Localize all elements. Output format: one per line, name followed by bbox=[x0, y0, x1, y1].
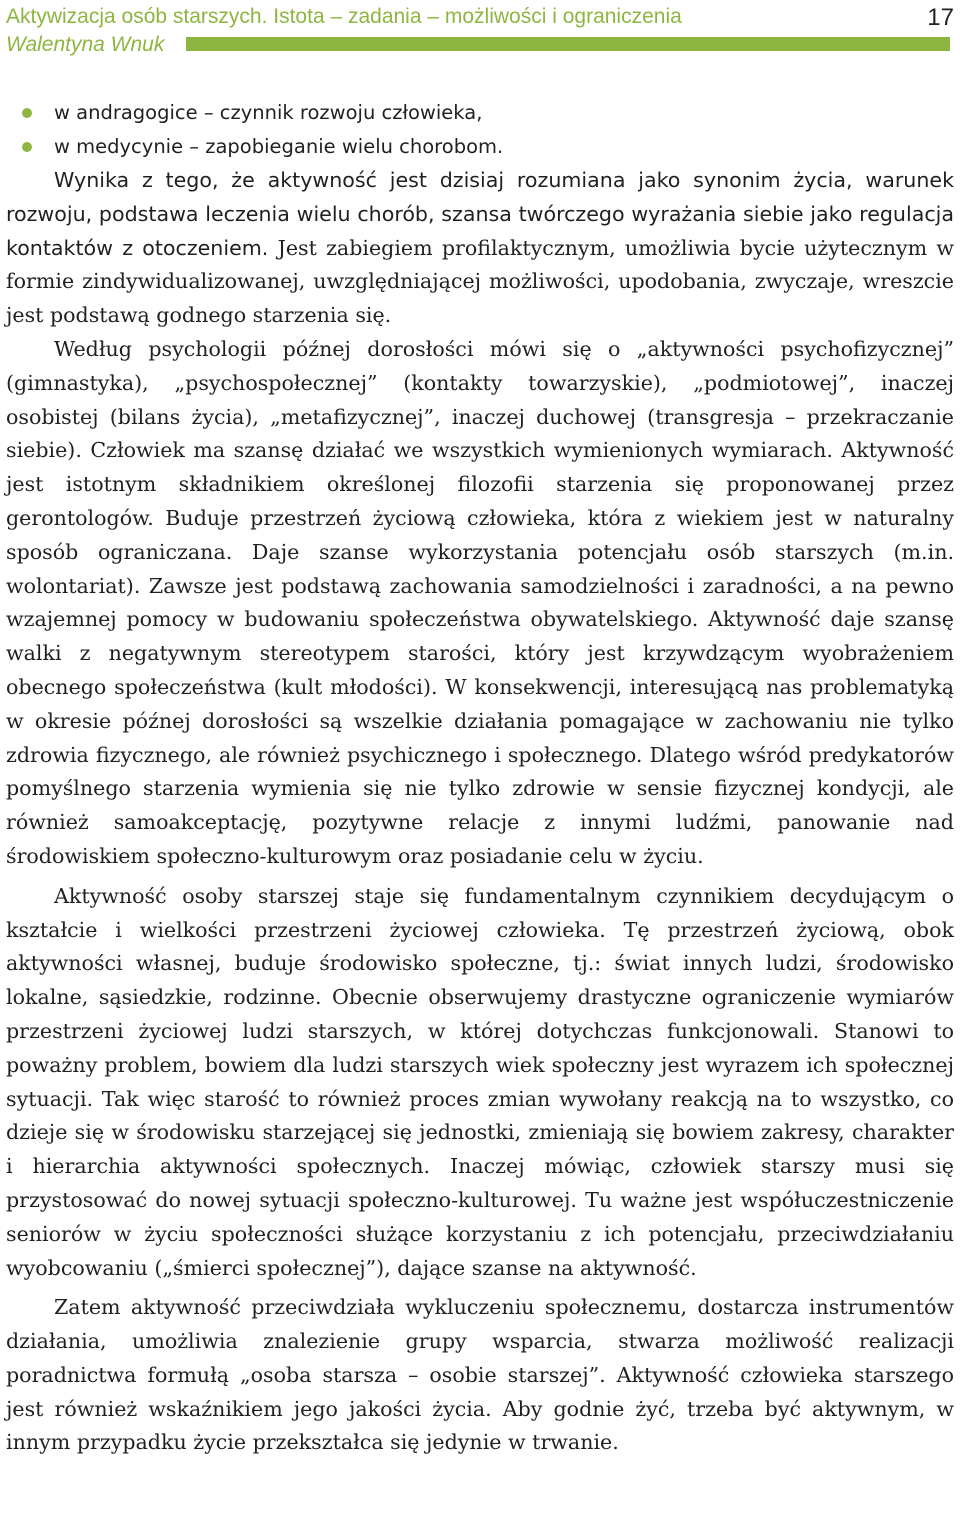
page-header bbox=[0, 0, 960, 62]
bullet-icon bbox=[22, 142, 32, 152]
bullet-list bbox=[6, 96, 954, 164]
paragraph-lead: Wynika z tego, że aktywność jest dzisiaj rozumiana jako synonim życia, warunek rozwoju, podstawa leczenia wielu chorób, szansa twórczego wyrażania siebie jako regulacja kontaktów z otoczeniem. bbox=[6, 168, 954, 260]
paragraph bbox=[6, 164, 954, 333]
running-title: Aktywizacja osób starszych. Istota – zadania – możliwości i ograniczenia bbox=[6, 5, 682, 28]
list-item bbox=[6, 130, 954, 164]
page-body bbox=[6, 96, 954, 1460]
list-item bbox=[6, 96, 954, 130]
paragraph-text: Jest zabiegiem profilaktycznym, umożliwia bycie użytecznym w formie zindywidualizowanej, uwzględniającej możliwości, upodobania, zwyczaje, wreszcie jest podstawą godnego starzenia się. bbox=[6, 235, 954, 328]
bullet-icon bbox=[22, 108, 32, 118]
running-author: Walentyna Wnuk bbox=[6, 33, 165, 56]
header-rule bbox=[186, 37, 950, 51]
paragraph: Zatem aktywność przeciwdziała wykluczeniu społecznemu, dostarcza instrumentów działania, umożliwia znalezienie grupy wsparcia, stwarza możliwość realizacji poradnictwa formułą „osoba starsza – osobie starszej”. Aktywność człowieka starszego jest również wskaźnikiem jego jakości życia. Aby godnie żyć, trzeba być aktywnym, w innym przypadku życie przekształca się jedynie w trwanie. bbox=[6, 1295, 954, 1455]
page-number: 17 bbox=[927, 4, 954, 31]
paragraph: Według psychologii późnej dorosłości mówi się o „aktywności psychofizycznej” (gimnastyka), „psychospołecznej” (kontakty towarzyskie), „podmiotowej”, inaczej osobistej (bilans życia), „metafizycznej”, inaczej duchowej (transgresja – przekraczanie siebie). Człowiek ma szansę działać we wszystkich wymienionych wymiarach. Aktywność jest istotnym składnikiem określonej filozofii starzenia się proponowanej przez gerontologów. Buduje przestrzeń życiową człowieka, która z wiekiem jest w naturalny sposób ograniczana. Daje szanse wykorzystania potencjału osób starszych (m.in. wolontariat). Zawsze jest podstawą zachowania samodzielności i zaradności, a na pewno wzajemnej pomocy w budowaniu społeczeństwa obywatelskiego. Aktywność daje szansę walki z negatywnym stereotypem starości, który jest krzywdzącym wyobrażeniem obecnego społeczeństwa (kult młodości). W konsekwencji, interesującą nas problematyką w okresie późnej dorosłości są wszelkie działania pomagające w zachowaniu nie tylko zdrowia fizycznego, ale również psychicznego i społecznego. Dlatego wśród predykatorów pomyślnego starzenia wymienia się nie tylko zdrowie w sensie fizycznej kondycji, ale również samoakceptację, pozytywne relacje z innymi ludźmi, panowanie nad środowiskiem społeczno-kulturowym oraz posiadanie celu w życiu. bbox=[6, 336, 954, 868]
paragraph: Aktywność osoby starszej staje się fundamentalnym czynnikiem decydującym o kształcie i wielkości przestrzeni życiowej człowieka. Tę przestrzeń życiową, obok aktywności własnej, buduje środowisko społeczne, tj.: świat innych ludzi, środowisko lokalne, sąsiedzkie, rodzinne. Obecnie obserwujemy drastyczne ograniczenie wymiarów przestrzeni życiowej ludzi starszych, w której dotychczas funkcjonowali. Stanowi to poważny problem, bowiem dla ludzi starszych wiek społeczny jest wyrazem ich społecznej sytuacji. Tak więc starość to również proces zmian wywołany reakcją na to wszystko, co dzieje się w środowisku starzejącej się jednostki, zmieniają się bowiem zakresy, charakter i hierarchia aktywności społecznych. Inaczej mówiąc, człowiek starszy musi się przystosować do nowej sytuacji społeczno-kulturowej. Tu ważne jest współuczestniczenie seniorów w życiu społeczności służące korzystaniu z ich potencjału, przeciwdziałaniu wyobcowaniu („śmierci społecznej”), dające szanse na aktywność. bbox=[6, 883, 954, 1280]
list-item-text: w andragogice – czynnik rozwoju człowieka, bbox=[54, 101, 483, 124]
list-item-text: w medycynie – zapobieganie wielu chorobom. bbox=[54, 135, 504, 158]
